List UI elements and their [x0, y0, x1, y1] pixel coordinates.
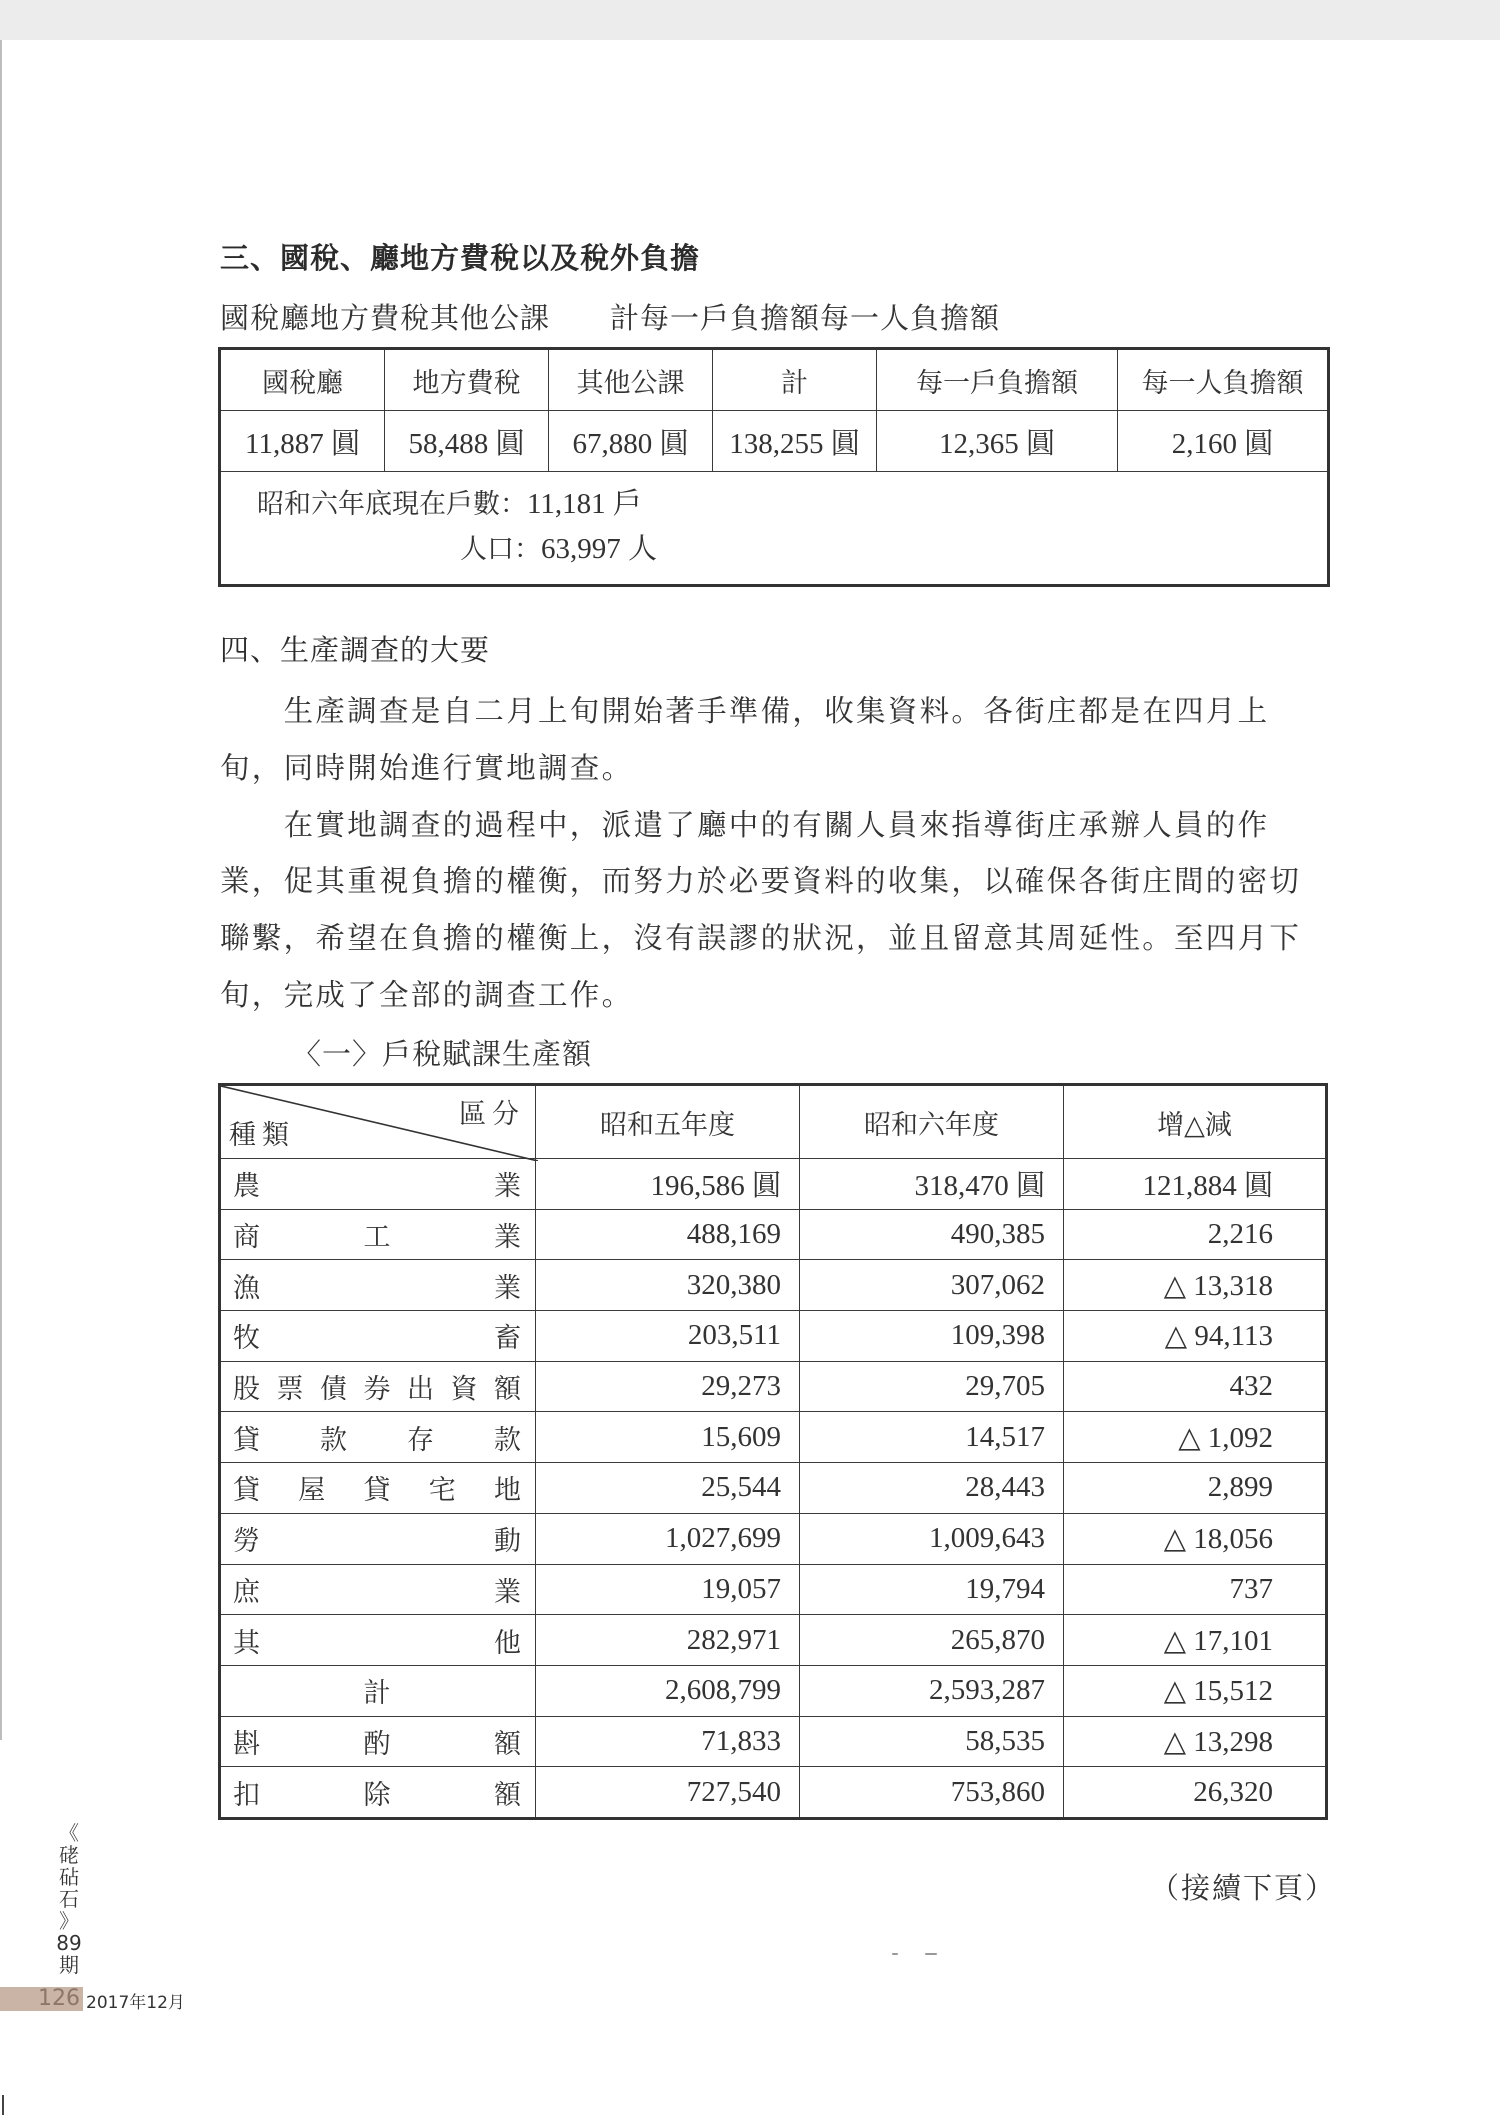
- header-other-levies: 其他公課: [549, 349, 713, 411]
- row-label-char: 票: [276, 1374, 304, 1406]
- value-change: △ 13,318: [1064, 1260, 1327, 1311]
- value-per-person: 2,160 圓: [1118, 411, 1329, 472]
- production-row: [220, 1311, 1327, 1362]
- population-value: 63,997 人: [541, 533, 658, 565]
- row-label-char: 款: [494, 1424, 521, 1456]
- header-per-person: 每一人負擔額: [1118, 349, 1329, 411]
- value-showa-6: 490,385: [800, 1209, 1064, 1260]
- value-change: △ 18,056: [1064, 1513, 1327, 1564]
- row-label-char: 額: [494, 1779, 521, 1811]
- row-label-char: 斟: [233, 1728, 260, 1760]
- row-label-char: 款: [320, 1424, 347, 1456]
- value-showa-6: 19,794: [800, 1564, 1064, 1615]
- value-change: △ 13,298: [1064, 1716, 1327, 1767]
- header-per-household: 每一戶負擔額: [877, 349, 1118, 411]
- paragraph-line: 在實地調查的過程中，派遣了廳中的有關人員來指導街庄承辦人員的作: [220, 808, 1270, 842]
- paragraph-line: 生產調查是自二月上旬開始著手準備，收集資料。各街庄都是在四月上: [220, 694, 1270, 728]
- value-showa-6: 318,470 圓: [800, 1159, 1064, 1210]
- value-showa-5: 19,057: [536, 1564, 800, 1615]
- journal-name-vertical: [55, 1822, 83, 1976]
- row-label: [220, 1260, 536, 1311]
- row-label-char: 庶: [233, 1576, 260, 1608]
- production-header-row: [220, 1085, 1327, 1159]
- value-showa-5: 71,833: [536, 1716, 800, 1767]
- row-label-char: 勞: [233, 1526, 260, 1558]
- row-label: [220, 1159, 536, 1210]
- population-label: 人口：: [460, 534, 541, 565]
- value-showa-5: 2,608,799: [536, 1665, 800, 1716]
- tax-burden-header-row: [220, 349, 1329, 411]
- value-showa-5: 25,544: [536, 1463, 800, 1514]
- production-row: [220, 1159, 1327, 1210]
- value-change: △ 15,512: [1064, 1665, 1327, 1716]
- journal-name-char: 砧: [59, 1865, 79, 1889]
- row-label-char: 存: [407, 1424, 434, 1456]
- scan-speck: [892, 1953, 898, 1955]
- header-local-tax: 地方費稅: [385, 349, 549, 411]
- value-local-tax: 58,488 圓: [385, 411, 549, 472]
- journal-name-char: 石: [59, 1887, 79, 1911]
- value-showa-5: 203,511: [536, 1311, 800, 1362]
- households-value: 11,181 戶: [527, 488, 642, 520]
- population-note: [220, 472, 1329, 586]
- corner-header-cell: [220, 1085, 536, 1159]
- value-change: 2,899: [1064, 1463, 1327, 1514]
- value-showa-5: 488,169: [536, 1209, 800, 1260]
- header-change: 增△減: [1064, 1085, 1327, 1159]
- row-label-char: 漁: [233, 1272, 260, 1304]
- scan-speck: [925, 1953, 937, 1955]
- row-label-char: 農: [233, 1171, 260, 1203]
- production-row: [220, 1767, 1327, 1819]
- corner-label-category: 區分: [459, 1099, 525, 1130]
- top-scan-band: [0, 0, 1500, 40]
- value-national-tax: 11,887 圓: [220, 411, 385, 472]
- row-label-char: 扣: [233, 1779, 260, 1811]
- value-showa-6: 29,705: [800, 1361, 1064, 1412]
- value-change: △ 94,113: [1064, 1311, 1327, 1362]
- production-row: [220, 1564, 1327, 1615]
- value-showa-5: 1,027,699: [536, 1513, 800, 1564]
- journal-name-char: 89: [56, 1931, 82, 1955]
- row-label-char: 券: [363, 1374, 391, 1406]
- value-change: 26,320: [1064, 1767, 1327, 1819]
- header-showa-5: 昭和五年度: [536, 1085, 800, 1159]
- row-label-char: 計: [363, 1678, 391, 1710]
- row-label: [220, 1615, 536, 1666]
- row-label-char: 他: [494, 1627, 521, 1659]
- paragraph-line: 旬，同時開始進行實地調查。: [220, 751, 634, 785]
- production-row: [220, 1513, 1327, 1564]
- value-showa-5: 320,380: [536, 1260, 800, 1311]
- row-label-char: 股: [233, 1374, 260, 1406]
- row-label-char: 出: [407, 1374, 434, 1406]
- header-total: 計: [713, 349, 877, 411]
- row-label-char: 其: [233, 1627, 260, 1659]
- tax-burden-table: [218, 347, 1330, 587]
- crop-mark: [2, 2095, 4, 2115]
- row-label-char: 貸: [363, 1475, 391, 1507]
- production-row: [220, 1412, 1327, 1463]
- value-showa-6: 307,062: [800, 1260, 1064, 1311]
- production-row: [220, 1716, 1327, 1767]
- page-edge: [0, 40, 2, 1740]
- value-showa-6: 2,593,287: [800, 1665, 1064, 1716]
- value-showa-5: 15,609: [536, 1412, 800, 1463]
- production-row: [220, 1209, 1327, 1260]
- row-label-char: 牧: [233, 1323, 260, 1355]
- row-label-char: 工: [363, 1222, 391, 1254]
- production-row: [220, 1615, 1327, 1666]
- row-label-char: 債: [320, 1374, 347, 1406]
- production-table: [218, 1083, 1328, 1820]
- row-label-char: 畜: [494, 1323, 521, 1355]
- value-showa-6: 14,517: [800, 1412, 1064, 1463]
- value-showa-6: 28,443: [800, 1463, 1064, 1514]
- value-change: △ 1,092: [1064, 1412, 1327, 1463]
- row-label-char: 動: [494, 1526, 521, 1558]
- value-change: 737: [1064, 1564, 1327, 1615]
- row-label: [220, 1209, 536, 1260]
- value-change: 2,216: [1064, 1209, 1327, 1260]
- row-label-char: 業: [494, 1171, 521, 1203]
- subsection-title: 〈一〉戶稅賦課生產額: [292, 1037, 593, 1071]
- paragraph-line: 業，促其重視負擔的權衡，而努力於必要資料的收集，以確保各街庄間的密切: [220, 864, 1302, 898]
- row-label: [220, 1361, 536, 1412]
- value-showa-6: 1,009,643: [800, 1513, 1064, 1564]
- row-label-char: 商: [233, 1222, 260, 1254]
- production-row: [220, 1361, 1327, 1412]
- value-showa-5: 29,273: [536, 1361, 800, 1412]
- row-label-char: 屋: [298, 1475, 326, 1507]
- production-row: [220, 1260, 1327, 1311]
- page-number: 126: [0, 1987, 83, 2011]
- row-label: [220, 1767, 536, 1819]
- value-change: 121,884 圓: [1064, 1159, 1327, 1210]
- value-showa-6: 109,398: [800, 1311, 1064, 1362]
- row-label: [220, 1463, 536, 1514]
- value-showa-5: 196,586 圓: [536, 1159, 800, 1210]
- production-row: [220, 1665, 1327, 1716]
- section-3-heading: 三、國稅、廳地方費稅以及稅外負擔: [220, 241, 701, 275]
- issue-date: 2017年12月: [86, 1993, 185, 2013]
- row-label-char: 資: [450, 1374, 478, 1406]
- row-label: [220, 1311, 536, 1362]
- corner-label-type: 種類: [229, 1120, 295, 1151]
- value-other-levies: 67,880 圓: [549, 411, 713, 472]
- row-label-char: 貸: [233, 1475, 260, 1507]
- tax-burden-value-row: [220, 411, 1329, 472]
- value-showa-6: 265,870: [800, 1615, 1064, 1666]
- row-label: [220, 1716, 536, 1767]
- production-row: [220, 1463, 1327, 1514]
- value-per-household: 12,365 圓: [877, 411, 1118, 472]
- value-showa-6: 753,860: [800, 1767, 1064, 1819]
- row-label-char: 業: [494, 1222, 521, 1254]
- row-label-char: 業: [494, 1272, 521, 1304]
- value-total: 138,255 圓: [713, 411, 877, 472]
- value-showa-5: 282,971: [536, 1615, 800, 1666]
- journal-name-char: 《: [59, 1821, 79, 1845]
- row-label-char: 地: [494, 1475, 521, 1507]
- paragraph-line: 旬，完成了全部的調查工作。: [220, 978, 634, 1012]
- journal-name-char: 》: [59, 1909, 79, 1933]
- value-change: 432: [1064, 1361, 1327, 1412]
- continued-note: （接續下頁）: [1150, 1871, 1337, 1905]
- value-showa-5: 727,540: [536, 1767, 800, 1819]
- row-label-char: 除: [363, 1779, 391, 1811]
- tax-burden-footer-row: [220, 472, 1329, 586]
- journal-name-char: 硓: [59, 1843, 79, 1867]
- journal-name-char: 期: [59, 1953, 79, 1977]
- households-label: 昭和六年底現在戶數：: [257, 489, 527, 520]
- row-label: [220, 1665, 536, 1716]
- header-showa-6: 昭和六年度: [800, 1085, 1064, 1159]
- row-label: [220, 1412, 536, 1463]
- row-label: [220, 1513, 536, 1564]
- value-change: △ 17,101: [1064, 1615, 1327, 1666]
- row-label-char: 額: [494, 1374, 521, 1406]
- section-4-heading: 四、生產調查的大要: [220, 633, 491, 667]
- section-3-subheading: 國稅廳地方費稅其他公課 計每一戶負擔額每一人負擔額: [220, 301, 1001, 335]
- row-label: [220, 1564, 536, 1615]
- row-label-char: 業: [494, 1576, 521, 1608]
- row-label-char: 酌: [363, 1728, 391, 1760]
- value-showa-6: 58,535: [800, 1716, 1064, 1767]
- row-label-char: 貸: [233, 1424, 260, 1456]
- row-label-char: 額: [494, 1728, 521, 1760]
- paragraph-line: 聯繫，希望在負擔的權衡上，沒有誤謬的狀況，並且留意其周延性。至四月下: [220, 921, 1302, 955]
- row-label-char: 宅: [428, 1475, 456, 1507]
- header-national-tax: 國稅廳: [220, 349, 385, 411]
